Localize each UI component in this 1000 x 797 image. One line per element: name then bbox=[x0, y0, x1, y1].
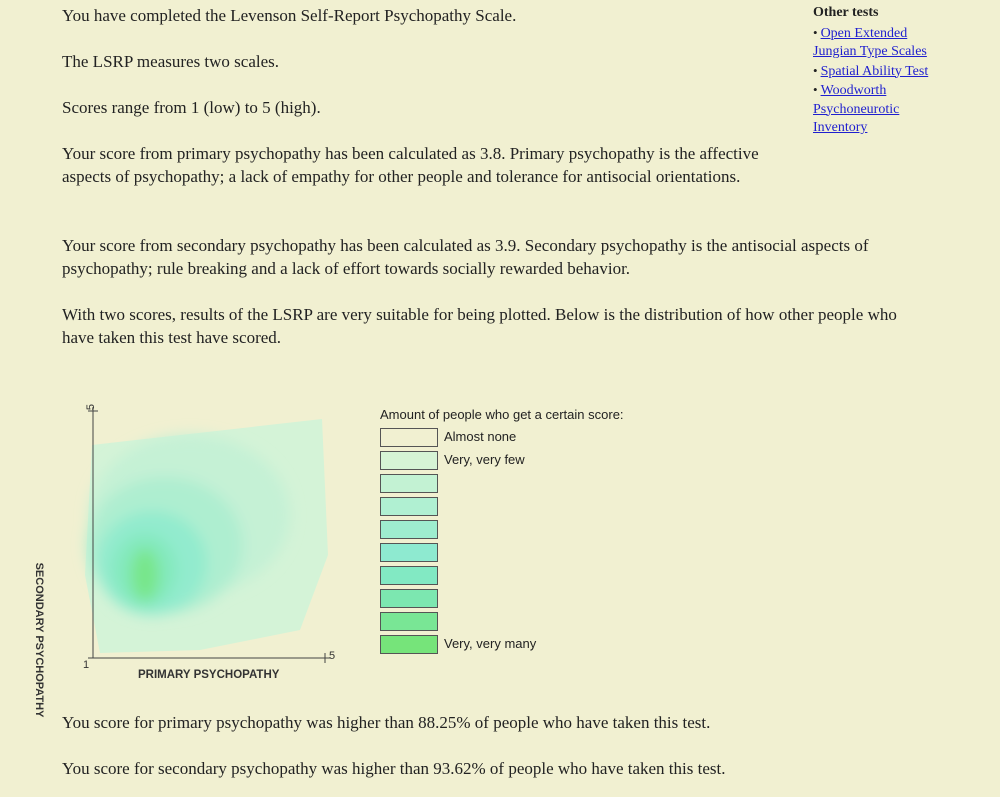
link-woodworth-inventory[interactable]: Woodworth Psychoneurotic Inventory bbox=[813, 83, 900, 135]
x-axis-title: PRIMARY PSYCHOPATHY bbox=[138, 669, 280, 681]
plotting-intro-text: With two scores, results of the LSRP are very suitable for being plotted. Below is the distribution of how other people who have taken this test have scored. bbox=[62, 305, 897, 347]
legend-swatch bbox=[380, 520, 438, 539]
legend-swatch bbox=[380, 543, 438, 562]
legend-row bbox=[380, 566, 624, 589]
sidebar-item-jungian bbox=[813, 24, 933, 62]
legend-heading: Amount of people who get a certain score: bbox=[380, 407, 624, 422]
completion-message: You have completed the Levenson Self-Report Psychopathy Scale. bbox=[62, 6, 517, 25]
legend-label: Almost none bbox=[444, 429, 517, 444]
density-region bbox=[85, 419, 328, 653]
bullet-icon: • bbox=[813, 62, 818, 78]
secondary-score-text: Your score from secondary psychopathy has been calculated as 3.9. Secondary psychopathy is the antisocial aspects of psychopathy; rule breaking and a lack of effort towards socially rewarded behavior. bbox=[62, 236, 869, 278]
legend-row bbox=[380, 543, 624, 566]
legend-swatch bbox=[380, 635, 438, 654]
secondary-percentile-text: You score for secondary psychopathy was higher than 93.62% of people who have taken this test. bbox=[62, 759, 726, 778]
legend-label: Very, very many bbox=[444, 636, 537, 651]
legend-row bbox=[380, 612, 624, 635]
x-max-tick-label: 5 bbox=[329, 650, 336, 662]
link-jungian-type-scales[interactable]: Open Extended Jungian Type Scales bbox=[813, 25, 927, 59]
y-axis-title: SECONDARY PSYCHOPATHY bbox=[33, 562, 45, 718]
range-text: Scores range from 1 (low) to 5 (high). bbox=[62, 98, 321, 117]
density-legend bbox=[380, 407, 624, 658]
legend-row bbox=[380, 520, 624, 543]
y-max-tick-label: 5 bbox=[85, 403, 98, 411]
legend-row bbox=[380, 474, 624, 497]
sidebar-item-woodworth bbox=[813, 81, 933, 138]
legend-row bbox=[380, 635, 624, 658]
legend-row bbox=[380, 451, 624, 474]
primary-percentile-text: You score for primary psychopathy was higher than 88.25% of people who have taken this test. bbox=[62, 713, 711, 732]
legend-swatch bbox=[380, 589, 438, 608]
legend-row bbox=[380, 428, 624, 451]
bullet-icon: • bbox=[813, 24, 818, 40]
sidebar-title: Other tests bbox=[813, 5, 879, 20]
x-min-tick-label: 1 bbox=[83, 659, 90, 671]
bullet-icon: • bbox=[813, 82, 818, 97]
legend-swatch bbox=[380, 612, 438, 631]
measures-text: The LSRP measures two scales. bbox=[62, 52, 280, 71]
legend-swatch bbox=[380, 428, 438, 447]
primary-score-text: Your score from primary psychopathy has been calculated as 3.8. Primary psychopathy is the affective aspects of psychopathy; a lack of empathy for other people and tolerance for antisocial orientations. bbox=[62, 144, 759, 186]
legend-swatch bbox=[380, 497, 438, 516]
legend-swatch bbox=[380, 451, 438, 470]
legend-label: Very, very few bbox=[444, 452, 525, 467]
other-tests-sidebar bbox=[813, 4, 933, 138]
link-spatial-ability-test[interactable]: Spatial Ability Test bbox=[820, 63, 929, 79]
sidebar-item-spatial bbox=[813, 62, 933, 82]
legend-row bbox=[380, 497, 624, 520]
legend-swatch bbox=[380, 474, 438, 493]
legend-swatch bbox=[380, 566, 438, 585]
score-distribution-plot bbox=[60, 395, 360, 695]
legend-rows bbox=[380, 428, 624, 658]
density-peak bbox=[131, 549, 159, 601]
legend-row bbox=[380, 589, 624, 612]
